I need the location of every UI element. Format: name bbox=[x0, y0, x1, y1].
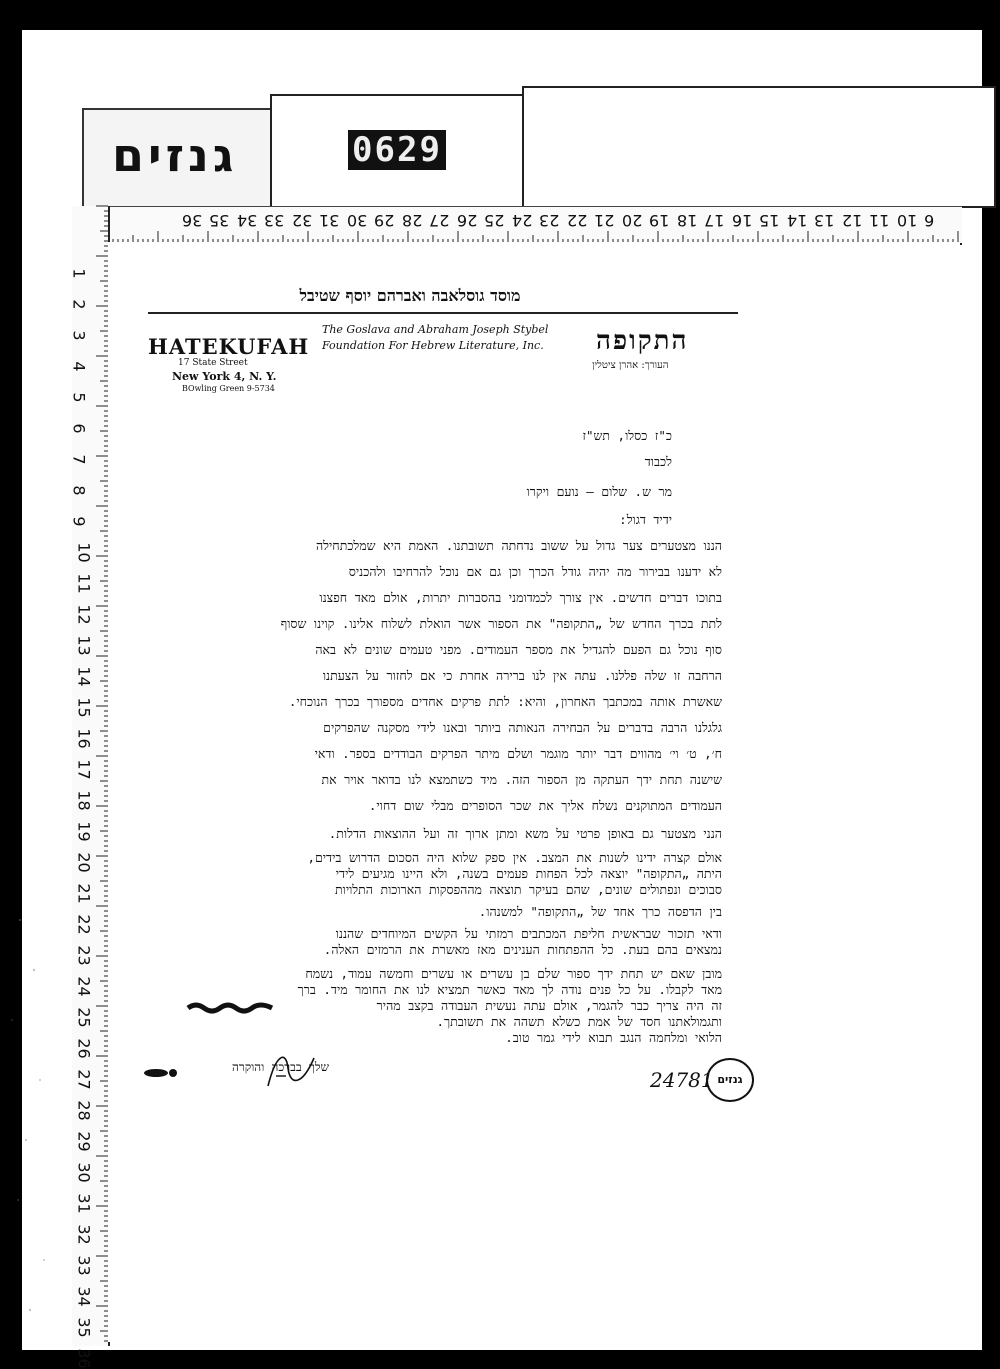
letter-closing: הלואי ומלחמה הנגב תבוא לידי גמר טוב. bbox=[505, 1030, 722, 1045]
ruler-left-number: 6 bbox=[69, 423, 89, 434]
ruler-left-number: 36 bbox=[74, 1348, 94, 1369]
ruler-left-number: 29 bbox=[74, 1131, 94, 1152]
body-line: בתוכו דברים חדשים. אין צורך לכמדומני בהסברות יתרות, אולם מאד חפצנו bbox=[319, 590, 722, 605]
ruler-left-number: 15 bbox=[74, 697, 94, 718]
ruler-left-number: 12 bbox=[74, 604, 94, 625]
body-line: העמודים המתוקנים נשלח אליך את שכר הסופרים מבלי שום דחוי. bbox=[368, 798, 722, 813]
body-line: שאשרת אותה במכתבך האחרון, והיא: לתת פרקים אחדים מספורך בכרך הנוכחי. bbox=[288, 694, 722, 709]
ruler-top-number: 28 bbox=[401, 211, 422, 230]
letter-paragraph-2: הנני מצטער גם באופן פרטי על משא ומתן ארוך זה ועל ההוצאות הדלות. bbox=[328, 826, 722, 841]
ruler-top-number: 19 bbox=[649, 211, 670, 230]
ruler-left-number: 18 bbox=[74, 790, 94, 811]
signature bbox=[262, 1046, 322, 1094]
ruler-top-number: 27 bbox=[429, 211, 450, 230]
redacted-scribble bbox=[186, 1002, 276, 1014]
ruler-top-number: 14 bbox=[786, 211, 807, 230]
letter-paragraph-5 bbox=[170, 966, 722, 1036]
letter-paragraph-1 bbox=[170, 538, 722, 828]
ruler-left-number: 5 bbox=[69, 392, 89, 403]
ruler-left-number: 27 bbox=[74, 1069, 94, 1090]
archive-number: 0629 bbox=[348, 130, 446, 170]
body-line: אולם קצרה ידינו לשנות את המצב. אין ספק שלוא היה הסכום הדרוש בידים, bbox=[307, 850, 722, 865]
ruler-left-number: 25 bbox=[74, 1007, 94, 1028]
ruler-left-number: 34 bbox=[74, 1286, 94, 1307]
ruler-left-number: 9 bbox=[69, 516, 89, 527]
ruler-top-number: 36 bbox=[181, 211, 202, 230]
ruler-left-number: 28 bbox=[74, 1100, 94, 1121]
ruler-left-number: 26 bbox=[74, 1038, 94, 1059]
ruler-left-number: 20 bbox=[74, 852, 94, 873]
ruler-left-number: 32 bbox=[74, 1224, 94, 1245]
body-line: גלגלנו הרבה בדברים על הבחירה הנאותה ביותר ובאנו לידי מסקנה שהפרקים bbox=[323, 720, 722, 735]
body-line: ותגמולאתנו חסד של אמת כשלא תשהה את תשובתך. bbox=[436, 1014, 722, 1029]
ink-blot bbox=[142, 1068, 182, 1078]
ruler-top-number: 16 bbox=[731, 211, 752, 230]
body-line: סוף נוכל גם הפעם להגדיל את מספר העמודים. מפני טעמים שונים לא באה bbox=[315, 642, 722, 657]
address-street: 17 State Street bbox=[178, 358, 248, 368]
file-number: 24781 bbox=[650, 1068, 714, 1092]
ruler-top bbox=[82, 206, 962, 245]
body-line: סבוכים ונפתולים שונים, שהם בעיקר תוצאה מההפסקות הארוכות התלויות bbox=[335, 882, 722, 897]
ruler-top-number: 30 bbox=[346, 211, 367, 230]
body-line: לא ידענו בבירור מה יהיה גודל הכרך וכן גם אם נוכל להרחיבו ולהכניס bbox=[348, 564, 722, 579]
ruler-left-number: 14 bbox=[74, 666, 94, 687]
body-line: היתה „התקופה" יוצאה לכל הפחות פעמים בשנה, ולא היינו מגיעים לידי bbox=[335, 866, 722, 881]
ruler-top-number: 22 bbox=[566, 211, 587, 230]
ruler-left-number: 10 bbox=[74, 542, 94, 563]
ruler-left-number: 24 bbox=[74, 976, 94, 997]
ruler-left-number: 30 bbox=[74, 1162, 94, 1183]
body-line: ודאי תזכור שבראשית חליפת המכתבים רמזתי על הקשים המיוחדים שהננו bbox=[335, 926, 722, 941]
letter-date: כ"ז כסלו, תש"ז bbox=[582, 428, 672, 443]
ruler-top-number: 32 bbox=[291, 211, 312, 230]
letter-paragraph-4 bbox=[170, 926, 722, 966]
ruler-top-number: 17 bbox=[704, 211, 725, 230]
body-line: לתת בכרך החדש של „התקופה" את הספור אשר הואלת לשלוח אלינו. קוינו שסוף bbox=[280, 616, 722, 631]
ruler-top-number: 35 bbox=[209, 211, 230, 230]
foundation-name-hebrew: מוסד גוסלאבה ואברהם יוסף שטיבל bbox=[299, 286, 521, 305]
ruler-top-number: 10 bbox=[896, 211, 917, 230]
ruler-top-number: 11 bbox=[869, 211, 890, 230]
ruler-left-number: 2 bbox=[69, 299, 89, 310]
blank-label bbox=[522, 86, 996, 208]
ruler-left-number: 17 bbox=[74, 759, 94, 780]
foundation-en-line2: Foundation For Hebrew Literature, Inc. bbox=[322, 339, 544, 352]
body-line: הרחבה זו שלה פללנו. עתה אין לנו ברירה אחרת כי אם לחזור על הצעתנו bbox=[322, 668, 722, 683]
foundation-name-english bbox=[322, 322, 548, 354]
address-phone: BOwling Green 9-5734 bbox=[182, 384, 275, 393]
body-line: בין הדפסה כרך אחד של „התקופה" למשנהו. bbox=[478, 904, 722, 919]
ruler-left-number: 21 bbox=[74, 883, 94, 904]
ruler-top-number: 25 bbox=[484, 211, 505, 230]
body-line: זה היה צריך כבר להגמר, אולם עתה נעשית העבודה בקצב מהיר bbox=[376, 998, 722, 1013]
scan-speckle bbox=[0, 880, 72, 1340]
ruler-top-number: 33 bbox=[264, 211, 285, 230]
body-line: מובן שאם יש תחת ידך ספור שלם בן עשרים או עשרים וחמשה עמוד, נשמח bbox=[305, 966, 722, 981]
body-line: מאד לקבלו. על כל פנים נודה לך מאד כאשר תמציא לנו את החומר מיד. ברך bbox=[297, 982, 722, 997]
editor-line: העורך: אהרן ציטלין bbox=[592, 360, 669, 371]
ruler-left-number: 3 bbox=[69, 330, 89, 341]
ruler-left-number: 23 bbox=[74, 945, 94, 966]
letterhead-divider bbox=[148, 312, 738, 314]
foundation-en-line1: The Goslava and Abraham Joseph Stybel bbox=[322, 323, 549, 336]
ruler-left-number: 31 bbox=[74, 1193, 94, 1214]
body-line: הננו מצטערים צער גדול על ששוב נדחתה תשובתנו. האמת היא שמלכתחילה bbox=[315, 538, 722, 553]
signoff: שלך בברכה והוקרה bbox=[232, 1060, 329, 1074]
brand-english: HATEKUFAH bbox=[148, 334, 310, 359]
ruler-top-number: 23 bbox=[539, 211, 560, 230]
ruler-left-number: 16 bbox=[74, 728, 94, 749]
ruler-left-number: 33 bbox=[74, 1255, 94, 1276]
ruler-top-number: 13 bbox=[814, 211, 835, 230]
letter-recipient: מר ש. שלום – נועם ויקרו bbox=[526, 484, 672, 499]
body-line: נמצאים בהם בעת. כל ההפתחות הענינים מאז מאשרת את הרמזים האלה. bbox=[323, 942, 722, 957]
ruler-left-number: 1 bbox=[69, 268, 89, 279]
ruler-top-number: 24 bbox=[511, 211, 532, 230]
ruler-left-number: 35 bbox=[74, 1317, 94, 1338]
ruler-top-number: 15 bbox=[759, 211, 780, 230]
archive-stamp: גנזים bbox=[706, 1058, 754, 1102]
body-line: ח׳, ט׳ וי׳ מהווים דבר יותר מוגמר ושלם מיתר הפרקים הבודדים בספר. ודאי bbox=[314, 746, 722, 761]
ruler-left bbox=[69, 206, 110, 1369]
letter-greeting: ידיד דגול: bbox=[619, 512, 672, 527]
ruler-top-number: 31 bbox=[319, 211, 340, 230]
ruler-left-number: 7 bbox=[69, 454, 89, 465]
ruler-left-number: 11 bbox=[74, 573, 94, 594]
ruler-left-number: 8 bbox=[69, 485, 89, 496]
archive-name: גנזים bbox=[112, 128, 238, 182]
ruler-top-number: 26 bbox=[456, 211, 477, 230]
ruler-left-number: 4 bbox=[69, 361, 89, 372]
ruler-left-number: 22 bbox=[74, 914, 94, 935]
ruler-top-number: 20 bbox=[621, 211, 642, 230]
address-city: New York 4, N. Y. bbox=[172, 370, 277, 383]
letter-to: לכבוד bbox=[644, 454, 672, 469]
letter-paragraph-3 bbox=[170, 850, 722, 930]
ruler-top-number: 29 bbox=[374, 211, 395, 230]
body-line: שישנה תחת ידך העתקה מן הספור הזה. מיד כשתמצא לנו בדואר אויר את bbox=[321, 772, 722, 787]
ruler-left-number: 19 bbox=[74, 821, 94, 842]
ruler-top-number: 18 bbox=[676, 211, 697, 230]
brand-hebrew: התקופה bbox=[596, 326, 689, 356]
ruler-top-number: 21 bbox=[594, 211, 615, 230]
ruler-top-number: 34 bbox=[236, 211, 257, 230]
ruler-top-number: 6 bbox=[924, 211, 935, 230]
ruler-top-number: 12 bbox=[841, 211, 862, 230]
ruler-left-number: 13 bbox=[74, 635, 94, 656]
